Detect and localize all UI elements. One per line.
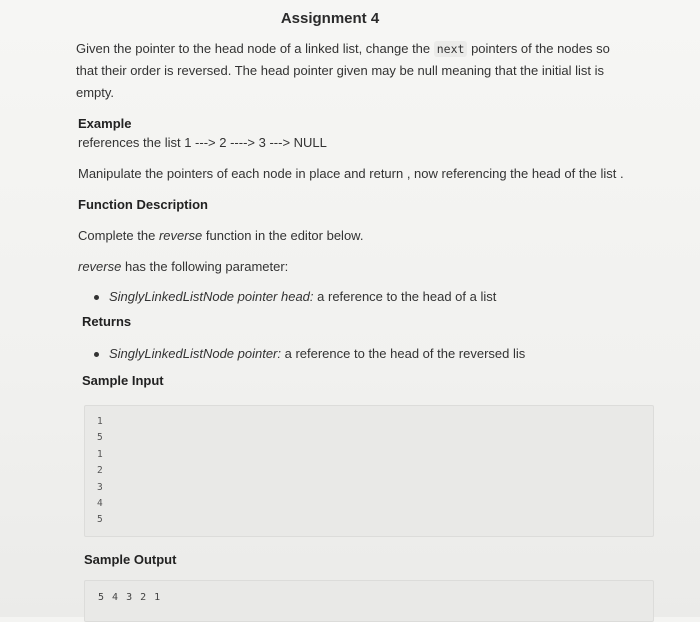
function-description-heading: Function Description [78,197,208,212]
parameter-bullet [94,289,496,304]
sample-input-box[interactable] [84,405,654,537]
bullet-icon [94,295,99,300]
intro-paragraph [76,38,666,104]
sample-input-line: 5 [97,432,103,444]
sample-input-line: 5 [97,514,103,526]
param-name: SinglyLinkedListNode pointer head: [109,289,314,304]
sample-input-lines [97,414,103,529]
param-suffix: has the following parameter: [121,259,289,274]
returns-name: SinglyLinkedListNode pointer: [109,346,281,361]
intro-text-1: Given the pointer to the head node of a linked list, change the [76,41,434,56]
bullet-icon [94,352,99,357]
returns-desc: a reference to the head of the reversed lis [281,346,526,361]
returns-heading: Returns [82,314,132,329]
returns-bullet [94,346,525,361]
complete-suffix: function in the editor below. [202,228,364,243]
sample-input-line: 3 [97,481,103,493]
sample-output-box[interactable] [84,580,654,622]
sample-output-heading: Sample Output [84,552,177,567]
intro-text-2: pointers of the nodes so [467,41,610,56]
intro-text-4: empty. [76,85,115,100]
intro-text-3: that their order is reversed. The head pointer given may be null meaning that the initial list is [76,63,604,78]
param-function-name: reverse [78,259,122,274]
manipulate-text: Manipulate the pointers of each node in place and return , now referencing the head of the list . [78,166,624,181]
sample-output-text: 5 4 3 2 1 [98,592,162,603]
next-code-snippet: next [434,41,468,57]
param-desc: a reference to the head of a list [313,289,497,304]
sample-input-line: 1 [97,416,103,427]
page-title: Assignment 4 [280,10,380,27]
reverse-function-name: reverse [158,228,203,243]
sample-input-line: 2 [97,465,103,477]
complete-prefix: Complete the [78,228,159,243]
example-text: references the list 1 ---> 2 ----> 3 ---> NULL [78,135,327,150]
complete-text [78,225,363,247]
sample-input-line: 1 [97,448,103,460]
parameter-intro [78,256,288,278]
sample-input-line: 4 [97,498,103,510]
sample-input-heading: Sample Input [82,373,164,388]
example-heading: Example [78,116,132,131]
